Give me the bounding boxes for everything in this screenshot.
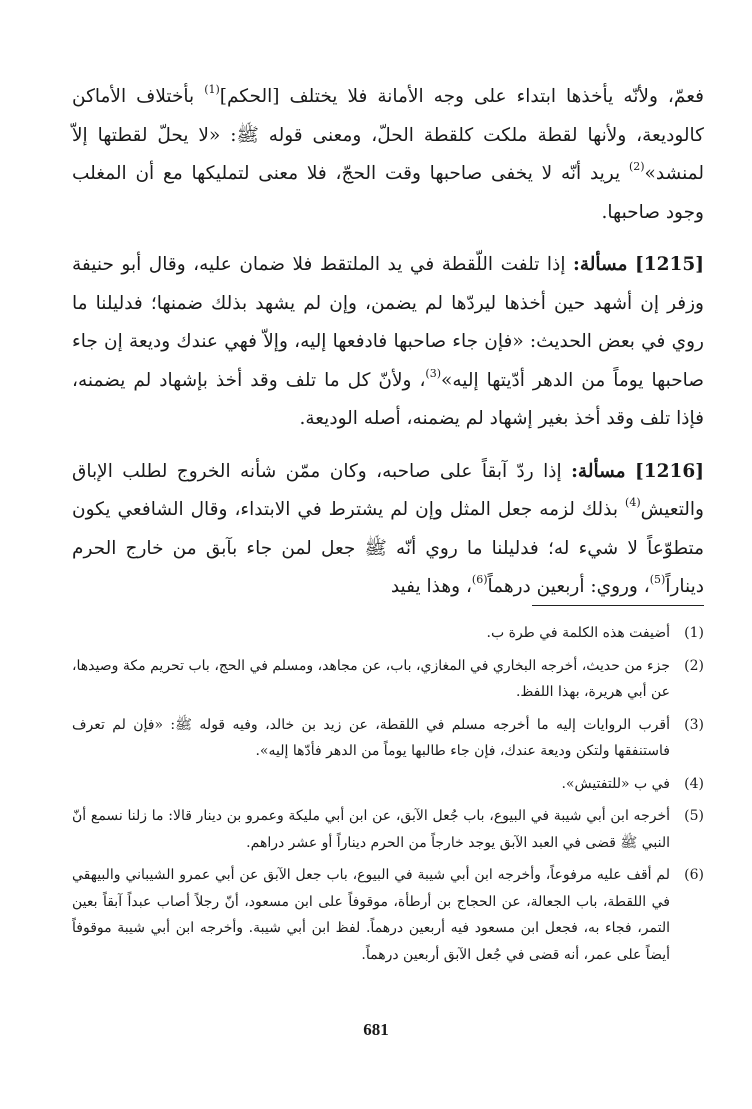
footnote-text: أخرجه ابن أبي شيبة في البيوع، باب جُعل الآبق، عن ابن أبي مليكة وعمرو بن دينار قالا: ما زلنا نسمع أنّ النبي ﷺ قضى في العبد الآبق يوجد خارجاً من الحرم ديناراً أو عشر دراهم. xyxy=(72,808,670,851)
paragraph-1216-text-3: ، وروي: أربعين درهماً xyxy=(487,576,650,597)
footnote-number: (6) xyxy=(684,867,704,883)
footnote-number: (1) xyxy=(684,625,704,641)
paragraph-1215-text-1: إذا تلفت اللّقطة في يد الملتقط فلا ضمان عليه، وقال أبو حنيفة وزفر إن أشهد حين أخذها ليردّها لم يضمن، وإن لم يشهد بذلك ضمنها؛ فدليلنا ما روي في بعض الحديث: «فإن جاء صاحبها فادفعها إليه، وإلاّ فهي عندك وديعة إن جاء صاحبها يوماً من الدهر أدّيتها إليه» xyxy=(72,254,705,391)
paragraph-1 xyxy=(72,78,704,232)
footnote-text: أضيفت هذه الكلمة في طرة ب. xyxy=(486,625,670,641)
issue-number-1215: [1215] xyxy=(634,254,704,275)
footnote-text: في ب «للتفتيش». xyxy=(561,775,670,792)
issue-label: مسألة: xyxy=(572,254,628,275)
paragraph-1216 xyxy=(72,453,704,607)
paragraph-1215 xyxy=(72,246,704,439)
footnote-text: لم أقف عليه مرفوعاً، وأخرجه ابن أبي شيبة في البيوع، باب جعل الآبق عن أبي عمرو الشيباني والبيهقي في اللقطة، باب الجعالة، عن الحجاج بن أرطأة، موقوفاً على ابن مسعود، أنّ رجلاً أصاب عبداً آبقاً بعين التمر، فجاء به، فجعل ابن مسعود فيه أربعين درهماً. لفظ ابن أبي شيبة. وأخرجه ابن أبي شيبة موقوفاً أيضاً على عمر، أنه قضى في جُعل الآبق أربعين درهماً. xyxy=(72,867,670,963)
footnote-text: أقرب الروايات إليه ما أخرجه مسلم في اللقطة، عن زيد بن خالد، وفيه قوله ﷺ: «فإن لم تعرف فاستنفقها ولتكن وديعة عندك، فإن جاء طالبها يوماً من الدهر فأدّها إليه». xyxy=(72,716,670,759)
footnote-1 xyxy=(72,620,704,647)
footnote-ref-2: (2) xyxy=(628,160,645,174)
paragraph-1-text-2: بأختلاف الأماكن كالوديعة، ولأنها لقطة ملكت كلقطة الحلّ، ومعنى قوله ﷺ: «لا يحلّ لقطتها إلاّ لمنشد» xyxy=(72,86,704,184)
page-number: 681 xyxy=(363,1020,389,1039)
paragraph-1216-text-1: إذا ردّ آبقاً على صاحبه، وكان ممّن شأنه الخروج لطلب الإباق والتعيش xyxy=(72,460,704,520)
footnote-4 xyxy=(72,771,704,798)
paragraph-1215-text-2: ، ولأنّ كل ما تلف وقد أخذ بإشهاد لم يضمنه، فإذا تلف وقد أخذ بغير إشهاد لم يضمنه، أصله الوديعة. xyxy=(72,369,704,429)
footnote-text: جزء من حديث، أخرجه البخاري في المغازي، باب، عن مجاهد، ومسلم في الحج، باب تحريم مكة وصيدها، عن أبي هريرة، بهذا اللفظ. xyxy=(72,657,670,700)
footnote-6 xyxy=(72,862,704,968)
footnote-number: (5) xyxy=(684,808,704,824)
issue-label: مسألة: xyxy=(571,460,626,482)
footnote-ref-4: (4) xyxy=(625,496,641,510)
footnote-separator xyxy=(532,605,704,606)
main-text xyxy=(72,78,704,621)
footnote-ref-6: (6) xyxy=(471,573,488,587)
paragraph-1-text-1: فعمّ، ولأنّه يأخذها ابتداء على وجه الأمانة فلا يختلف [الحكم] xyxy=(219,86,704,107)
footnote-3 xyxy=(72,712,704,765)
footnote-ref-1: (1) xyxy=(204,83,220,97)
issue-number-1216: [1216] xyxy=(634,460,704,482)
footnote-ref-3: (3) xyxy=(425,366,442,380)
paragraph-1216-text-4: ، وهذا يفيد xyxy=(390,576,472,597)
paragraph-1-text-3: يريد أنّه لا يخفى صاحبها وقت الحجّ، فلا معنى لتمليكها مع أن المغلب وجود صاحبها. xyxy=(72,163,704,223)
footnote-ref-5: (5) xyxy=(649,573,666,587)
footnote-2 xyxy=(72,653,704,706)
footnotes xyxy=(72,620,704,974)
footnote-number: (3) xyxy=(684,716,704,733)
footnote-number: (2) xyxy=(684,657,704,674)
footnote-5 xyxy=(72,803,704,856)
paragraph-1216-text-2: بذلك لزمه جعل المثل وإن لم يشترط في الابتداء، وقال الشافعي يكون متطوّعاً لا شيء له؛ فدليلنا ما روي أنّه ﷺ جعل لمن جاء بآبق من خارج الحرم ديناراً xyxy=(72,499,704,597)
footnote-number: (4) xyxy=(684,775,704,792)
